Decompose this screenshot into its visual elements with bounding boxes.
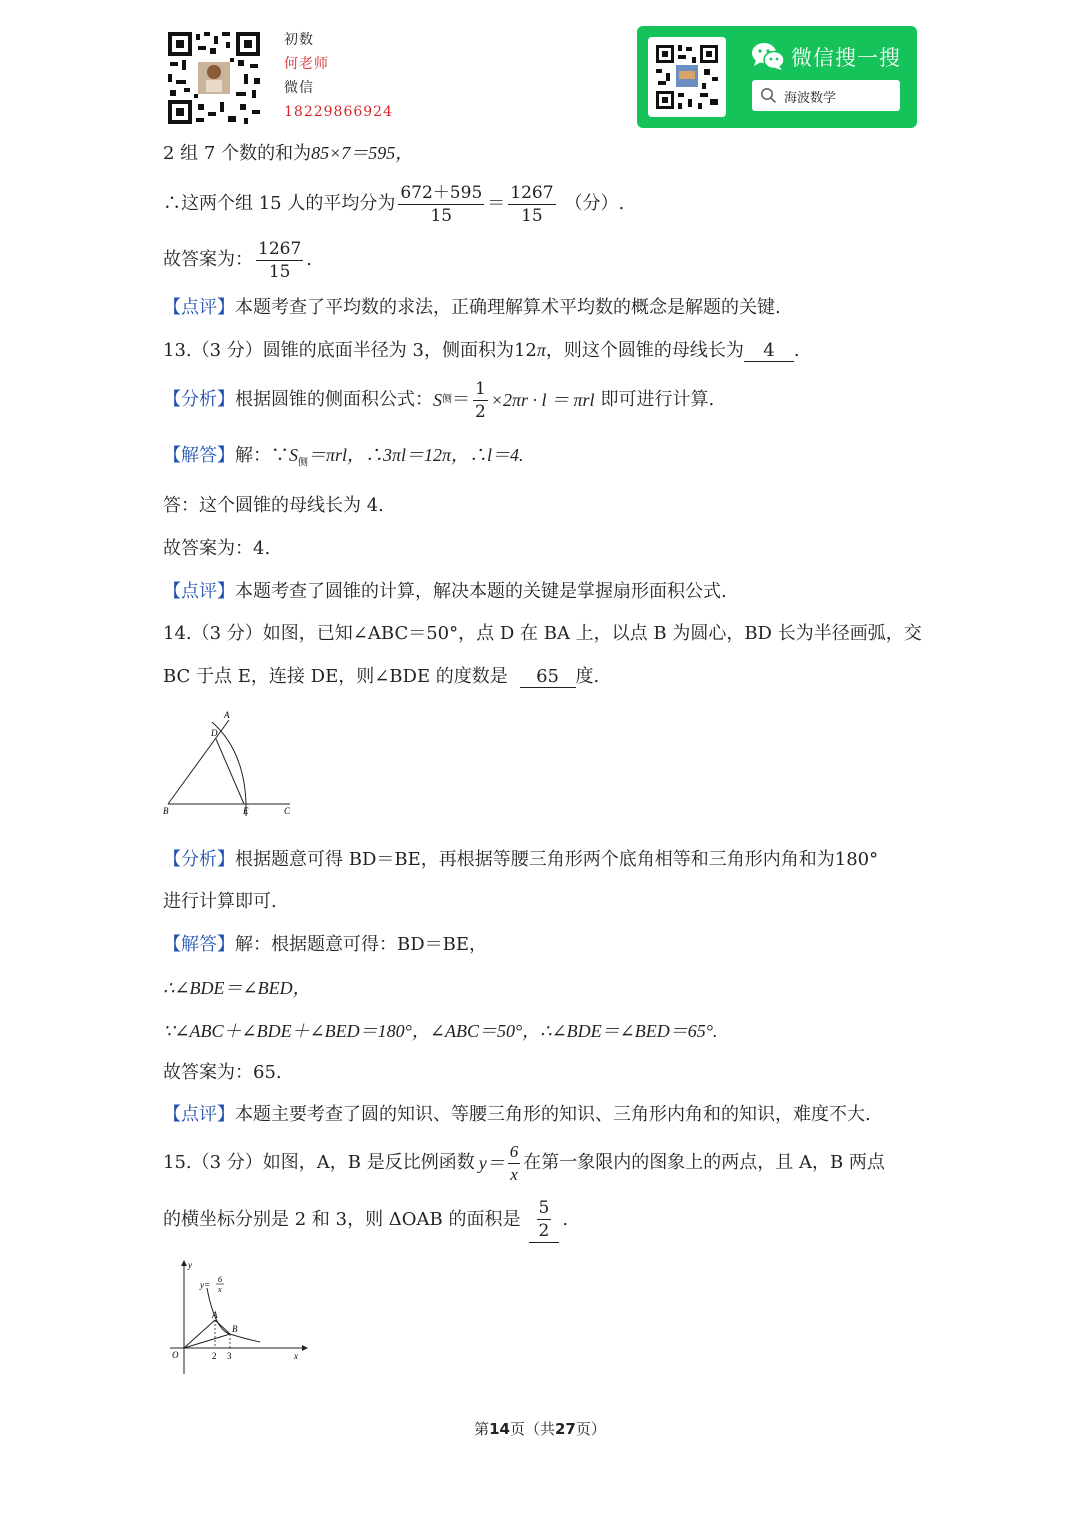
solution-tag: 【解答】	[163, 445, 235, 466]
label-d: D	[211, 728, 218, 738]
label-o: O	[172, 1350, 179, 1360]
numerator: 1267	[510, 182, 554, 203]
text: 页（共	[509, 1420, 555, 1438]
fraction	[508, 182, 555, 227]
question-15-line2	[163, 1196, 568, 1244]
contact-line-teacher: 何老师	[284, 56, 329, 72]
numerator: 1	[475, 378, 486, 399]
math: ×2πr · l ＝ πrl	[490, 390, 595, 410]
text: .	[306, 249, 312, 270]
wechat-search-query: 海波数学	[784, 91, 837, 106]
math: 85×7＝595，	[311, 143, 414, 163]
answer-blank: 65	[520, 667, 576, 688]
text: 13.（3 分）圆锥的底面半径为 3，侧面积为12	[163, 340, 537, 361]
x-axis-arrow	[302, 1345, 308, 1351]
analysis-14-line1	[163, 848, 878, 872]
text: 即可进行计算.	[600, 389, 715, 410]
answer-13-final: 故答案为：4.	[163, 538, 271, 559]
analysis-13	[163, 376, 714, 424]
fraction	[473, 378, 488, 423]
page-number: 14	[489, 1420, 510, 1438]
text-line-average	[163, 180, 624, 228]
text: 2 组 7 个数的和为	[163, 143, 312, 164]
denominator: 15	[268, 261, 291, 282]
text-line-comment-12	[163, 296, 781, 320]
math: π	[536, 340, 546, 360]
denominator: 2	[475, 401, 486, 422]
question-15-line1	[163, 1138, 885, 1188]
solution-tag: 【解答】	[163, 934, 235, 955]
segment-ab	[215, 1320, 230, 1334]
solution-14-line2: ∴∠BDE＝∠BED，	[163, 978, 311, 998]
fraction	[398, 182, 484, 227]
figure-14-arc-diagram	[160, 706, 300, 818]
label-y: y	[188, 1260, 192, 1270]
text: 的横坐标分别是 2 和 3，则 ΔOAB 的面积是	[163, 1209, 521, 1230]
contact-line-phone: 18229866924	[284, 104, 393, 120]
text: 度.	[575, 666, 600, 687]
solution-14-line1	[163, 933, 487, 957]
text: 第	[474, 1420, 490, 1438]
curve-label-numerator: 6	[218, 1275, 222, 1284]
text: 解：∵	[235, 445, 289, 466]
numerator: 672＋595	[400, 182, 483, 203]
wechat-search-card[interactable]	[637, 26, 917, 128]
equals: ＝	[452, 389, 470, 410]
text-line-group-sum	[163, 141, 413, 166]
label-c: C	[284, 806, 291, 816]
question-14-line1: 14.（3 分）如图，已知∠ABC＝50°，点 D 在 BA 上，以点 B 为圆心，BD 长为半径画弧，交	[163, 623, 922, 644]
solution-14-line3: ∵∠ABC＋∠BDE＋∠BED＝180°，∠ABC＝50°，∴∠BDE＝∠BED＝65°.	[163, 1021, 718, 1041]
math: S	[433, 390, 442, 410]
label-b: B	[163, 806, 169, 816]
subscript: 侧	[298, 457, 308, 469]
analysis-tag: 【分析】	[163, 389, 235, 410]
answer-blank-fraction	[529, 1197, 560, 1243]
text: BC 于点 E，连接 DE，则∠BDE 的度数是	[163, 666, 508, 687]
text: 故答案为：	[163, 249, 253, 270]
numerator: 5	[538, 1198, 550, 1218]
contact-line-wechat: 微信	[284, 80, 314, 96]
tick-2: 2	[212, 1351, 217, 1361]
text: ∴这两个组 15 人的平均分为	[163, 193, 396, 214]
curve-label-y-eq: y=	[200, 1280, 211, 1290]
fraction	[508, 1141, 521, 1186]
label-e: E	[243, 806, 249, 816]
subscript: 侧	[442, 394, 452, 405]
contact-line-subject: 初数	[284, 32, 314, 48]
total-pages: 27	[555, 1420, 576, 1438]
answer-14-final: 故答案为：65.	[163, 1062, 282, 1083]
label-x: x	[294, 1351, 298, 1361]
line-ba	[168, 720, 229, 804]
fraction	[256, 238, 303, 283]
text: 本题主要考查了圆的知识、等腰三角形的知识、三角形内角和的知识，难度不大.	[235, 1104, 871, 1125]
text: 本题考查了平均数的求法，正确理解算术平均数的概念是解题的关键.	[235, 297, 781, 318]
comment-tag: 【点评】	[163, 297, 235, 318]
comment-tag: 【点评】	[163, 1104, 235, 1125]
text: 根据圆锥的侧面积公式：	[235, 389, 433, 410]
math: S	[289, 445, 298, 465]
analysis-14-line2: 进行计算即可.	[163, 891, 277, 912]
math: ＝πrl，∴3πl＝12π，∴l＝4.	[308, 445, 524, 465]
wechat-search-box[interactable]	[752, 80, 900, 111]
text: 15.（3 分）如图，A，B 是反比例函数	[163, 1152, 475, 1173]
text: 根据题意可得 BD＝BE，再根据等腰三角形两个底角相等和三角形内角和为180°	[235, 849, 879, 870]
denominator: x	[510, 1164, 518, 1184]
math: y＝	[478, 1153, 505, 1173]
wechat-search-title: 微信搜一搜	[791, 46, 901, 70]
comment-tag: 【点评】	[163, 581, 235, 602]
denominator: 15	[430, 205, 453, 226]
text: ，则这个圆锥的母线长为	[545, 340, 744, 361]
question-14-line2	[163, 665, 599, 689]
comment-14	[163, 1103, 871, 1127]
curve-label-denominator: x	[218, 1285, 222, 1294]
y-axis-arrow	[181, 1260, 187, 1266]
contact-info	[284, 28, 393, 124]
text: （分）.	[564, 193, 625, 214]
qr-code-image	[168, 32, 260, 124]
equals: ＝	[487, 193, 506, 214]
figure-15-inverse-function-graph	[160, 1258, 310, 1376]
text: .	[562, 1209, 569, 1230]
text-line-answer-12	[163, 236, 312, 284]
comment-13	[163, 580, 727, 604]
label-a: A	[212, 1310, 218, 1320]
text: 本题考查了圆锥的计算，解决本题的关键是掌握扇形面积公式.	[235, 581, 727, 602]
search-icon	[760, 87, 777, 104]
numerator: 6	[508, 1141, 521, 1164]
tick-3: 3	[227, 1351, 232, 1361]
text: 解：根据题意可得：BD＝BE，	[235, 934, 488, 955]
denominator: 2	[538, 1221, 550, 1241]
text: .	[793, 340, 800, 361]
numerator: 1267	[258, 238, 302, 259]
answer-13-text: 答：这个圆锥的母线长为 4.	[163, 495, 384, 516]
solution-13	[163, 443, 524, 476]
label-a: A	[224, 710, 230, 720]
segment-ob	[184, 1334, 230, 1348]
answer-blank: 4	[744, 341, 794, 362]
text: 页）	[575, 1420, 606, 1438]
question-13	[163, 338, 800, 363]
line-de	[216, 739, 244, 804]
analysis-tag: 【分析】	[163, 849, 235, 870]
wechat-qr-code-image	[648, 37, 726, 117]
text: 在第一象限内的图象上的两点，且 A，B 两点	[523, 1152, 885, 1173]
label-b: B	[232, 1324, 238, 1334]
wechat-logo-icon	[751, 41, 785, 71]
denominator: 15	[521, 205, 543, 226]
page-footer	[0, 1418, 1080, 1439]
